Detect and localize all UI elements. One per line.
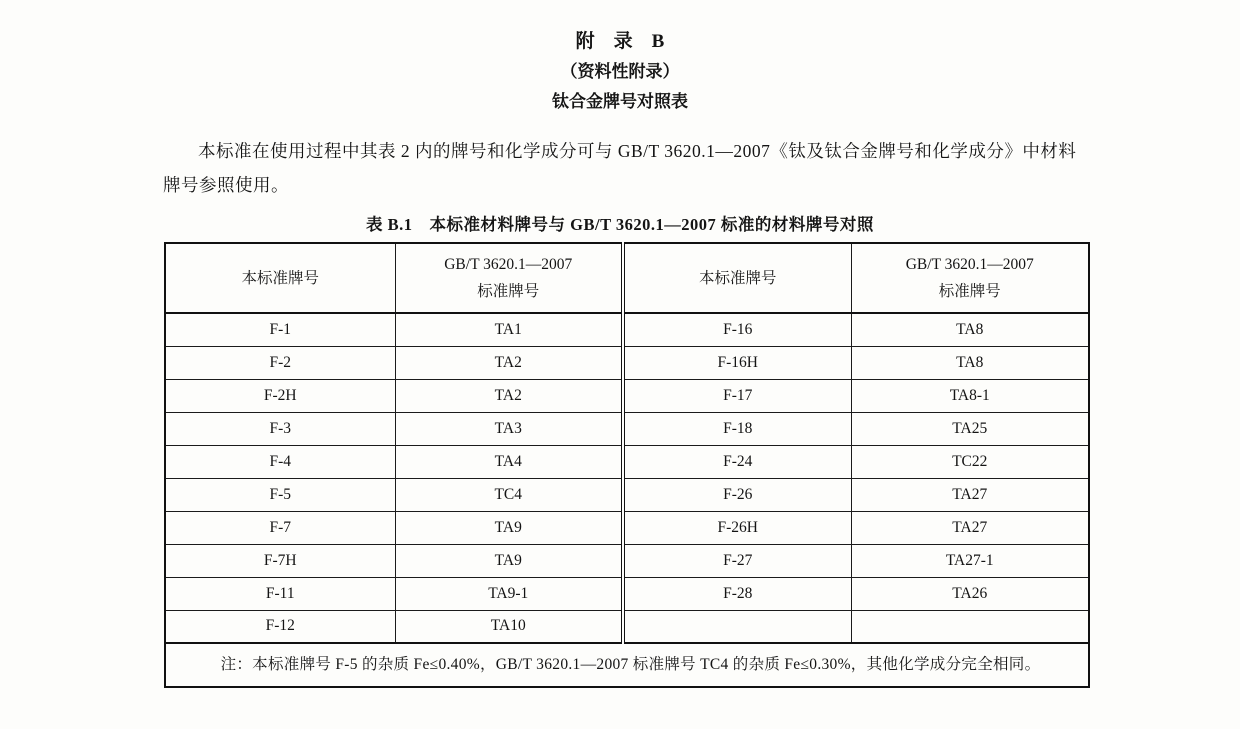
table-row — [165, 577, 1089, 610]
table-cell: F-12 — [165, 610, 395, 643]
table-cell: F-18 — [623, 412, 851, 445]
table-row — [165, 511, 1089, 544]
table-cell — [623, 610, 851, 643]
header-line: 标准牌号 — [477, 283, 540, 300]
header-cell-standard-grade-left — [165, 243, 395, 313]
table-cell: TA9-1 — [395, 577, 623, 610]
table-note: 注：本标准牌号 F-5 的杂质 Fe≤0.40%，GB/T 3620.1—2007 标准牌号 TC4 的杂质 Fe≤0.30%，其他化学成分完全相同。 — [165, 643, 1089, 687]
table-row — [165, 313, 1089, 346]
table-cell: TC22 — [851, 445, 1089, 478]
table-cell: TA4 — [395, 445, 623, 478]
header-line: GB/T 3620.1—2007 — [444, 256, 573, 273]
header-line: 本标准牌号 — [241, 269, 319, 287]
table-cell: TA27 — [851, 511, 1089, 544]
header-cell-standard-grade-right — [623, 243, 851, 313]
table-row — [165, 478, 1089, 511]
table-row — [165, 445, 1089, 478]
table-cell: F-3 — [165, 412, 395, 445]
table-cell: TA9 — [395, 511, 623, 544]
table-cell: F-28 — [623, 577, 851, 610]
table-cell: F-26H — [623, 511, 851, 544]
header-row — [165, 243, 1089, 313]
appendix-heading-block — [0, 0, 1240, 113]
table-cell: TA26 — [851, 577, 1089, 610]
table-row — [165, 610, 1089, 643]
table-cell: F-27 — [623, 544, 851, 577]
table-cell: TA8-1 — [851, 379, 1089, 412]
appendix-type: （资料性附录） — [560, 62, 680, 81]
table-cell: F-24 — [623, 445, 851, 478]
grade-comparison-table — [164, 242, 1090, 688]
table-row — [165, 346, 1089, 379]
table-cell: TA27 — [851, 478, 1089, 511]
header-cell-gbt-grade-right — [851, 243, 1089, 313]
note-row — [165, 643, 1089, 687]
table-cell: F-16H — [623, 346, 851, 379]
table-cell: F-7 — [165, 511, 395, 544]
table-cell: F-2 — [165, 346, 395, 379]
table-cell: F-1 — [165, 313, 395, 346]
table-cell: TA2 — [395, 379, 623, 412]
table-cell: TA3 — [395, 412, 623, 445]
appendix-label: 附 录 B — [575, 31, 665, 52]
table-cell: TC4 — [395, 478, 623, 511]
table-cell: TA10 — [395, 610, 623, 643]
table-cell: F-5 — [165, 478, 395, 511]
table-caption: 表 B.1 本标准材料牌号与 GB/T 3620.1—2007 标准的材料牌号对照 — [366, 215, 874, 234]
table-cell: F-17 — [623, 379, 851, 412]
table-cell: TA2 — [395, 346, 623, 379]
table-cell: TA1 — [395, 313, 623, 346]
table-body — [165, 313, 1089, 643]
intro-paragraph: 本标准在使用过程中其表 2 内的牌号和化学成分可与 GB/T 3620.1—2007《钛及钛合金牌号和化学成分》中材料牌号参照使用。 — [163, 141, 1077, 195]
table-cell: F-11 — [165, 577, 395, 610]
table-cell: TA8 — [851, 346, 1089, 379]
table-cell: TA25 — [851, 412, 1089, 445]
table-cell: F-7H — [165, 544, 395, 577]
table-cell: TA9 — [395, 544, 623, 577]
table-cell: F-2H — [165, 379, 395, 412]
table-cell: F-26 — [623, 478, 851, 511]
header-line: 标准牌号 — [938, 283, 1001, 300]
header-line: GB/T 3620.1—2007 — [905, 256, 1034, 273]
header-cell-gbt-grade-left — [395, 243, 623, 313]
appendix-title: 钛合金牌号对照表 — [552, 92, 688, 111]
table-cell: TA27-1 — [851, 544, 1089, 577]
table-cell — [851, 610, 1089, 643]
table-row — [165, 544, 1089, 577]
table-cell: F-16 — [623, 313, 851, 346]
header-line: 本标准牌号 — [698, 269, 777, 287]
table-row — [165, 412, 1089, 445]
table-cell: F-4 — [165, 445, 395, 478]
table-cell: TA8 — [851, 313, 1089, 346]
table-row — [165, 379, 1089, 412]
